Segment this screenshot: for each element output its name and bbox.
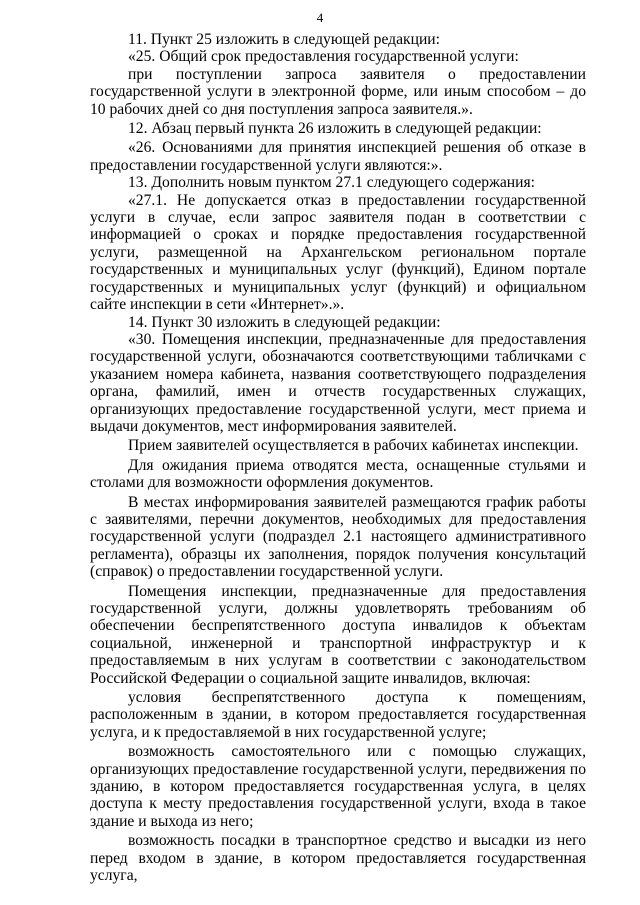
paragraph-access-conditions: условия беспрепятственного доступа к помещениям, расположенным в здании, в котором предоставляется государственная услуга, и к предоставляемой в них государственной услуге; xyxy=(90,689,586,741)
paragraph-waiting-area: Для ожидания приема отводятся места, оснащенные стульями и столами для возможности оформления документов. xyxy=(90,456,586,492)
paragraph-accessibility: Помещения инспекции, предназначенные для предоставления государственной услуги, должны удовлетворять требованиям об обеспечении беспрепятственного доступа инвалидов к объектам социальной, инженерной и транспортной инфраструктур и к предоставляемым в них услугам в соответствии с законодательством Российской Федерации о социальной защите инвалидов, включая: xyxy=(90,582,586,687)
page-number: 4 xyxy=(316,10,324,25)
paragraph-reception: Прием заявителей осуществляется в рабочих кабинетах инспекции. xyxy=(128,437,579,455)
paragraph-information-places: В местах информирования заявителей размещаются график работы с заявителями, перечни документов, необходимых для предоставления государственной услуги (подраздел 2.1 настоящего административного регламента), образцы их заполнения, порядок получения консультаций (справок) о предоставлении государственной услуги. xyxy=(90,493,586,581)
paragraph-item-12: 12. Абзац первый пункта 26 изложить в следующей редакции: xyxy=(128,120,542,138)
paragraph-term: при поступлении запроса заявителя о предоставлении государственной услуги в электронной форме, или иным способом – до 10 рабочих дней со дня поступления запроса заявителя.». xyxy=(90,65,586,118)
paragraph-item-11: 11. Пункт 25 изложить в следующей редакции: xyxy=(128,31,440,48)
document-body xyxy=(90,31,586,885)
paragraph-quote-26: «26. Основаниями для принятия инспекцией решения об отказе в предоставлении государственной услуги являются:». xyxy=(90,139,586,174)
paragraph-quote-27-1: «27.1. Не допускается отказ в предоставлении государственной услуги в случае, если запрос заявителя подан в соответствии с информацией о сроках и порядке предоставления государственной услуги, размещенной на Архангельском региональном портале государственных и муниципальных услуг (функций), Едином портале государственных и муниципальных услуг (функций) и официальном сайте инспекции в сети «Интернет».». xyxy=(90,191,586,314)
paragraph-item-14: 14. Пункт 30 изложить в следующей редакции: xyxy=(128,313,441,331)
paragraph-quote-25: «25. Общий срок предоставления государственной услуги: xyxy=(128,48,519,66)
paragraph-movement: возможность самостоятельного или с помощью служащих, организующих предоставление государственной услуги, передвижения по зданию, в котором предоставляется государственная услуга, в целях доступа к месту предоставления государственной услуги, входа в такое здание и выхода из него; xyxy=(90,743,586,830)
paragraph-item-13: 13. Дополнить новым пунктом 27.1 следующего содержания: xyxy=(128,174,535,192)
paragraph-transport: возможность посадки в транспортное средство и высадки из него перед входом в здание, в котором предоставляется государственная услуга, xyxy=(90,832,586,885)
paragraph-quote-30: «30. Помещения инспекции, предназначенные для предоставления государственной услуги, обозначаются соответствующими табличками с указанием номера кабинета, названия соответствующего подразделения органа, фамилий, имен и отчеств государственных служащих, организующих предоставление государственной услуги, мест приема и выдачи документов, мест информирования заявителей. xyxy=(90,330,586,435)
